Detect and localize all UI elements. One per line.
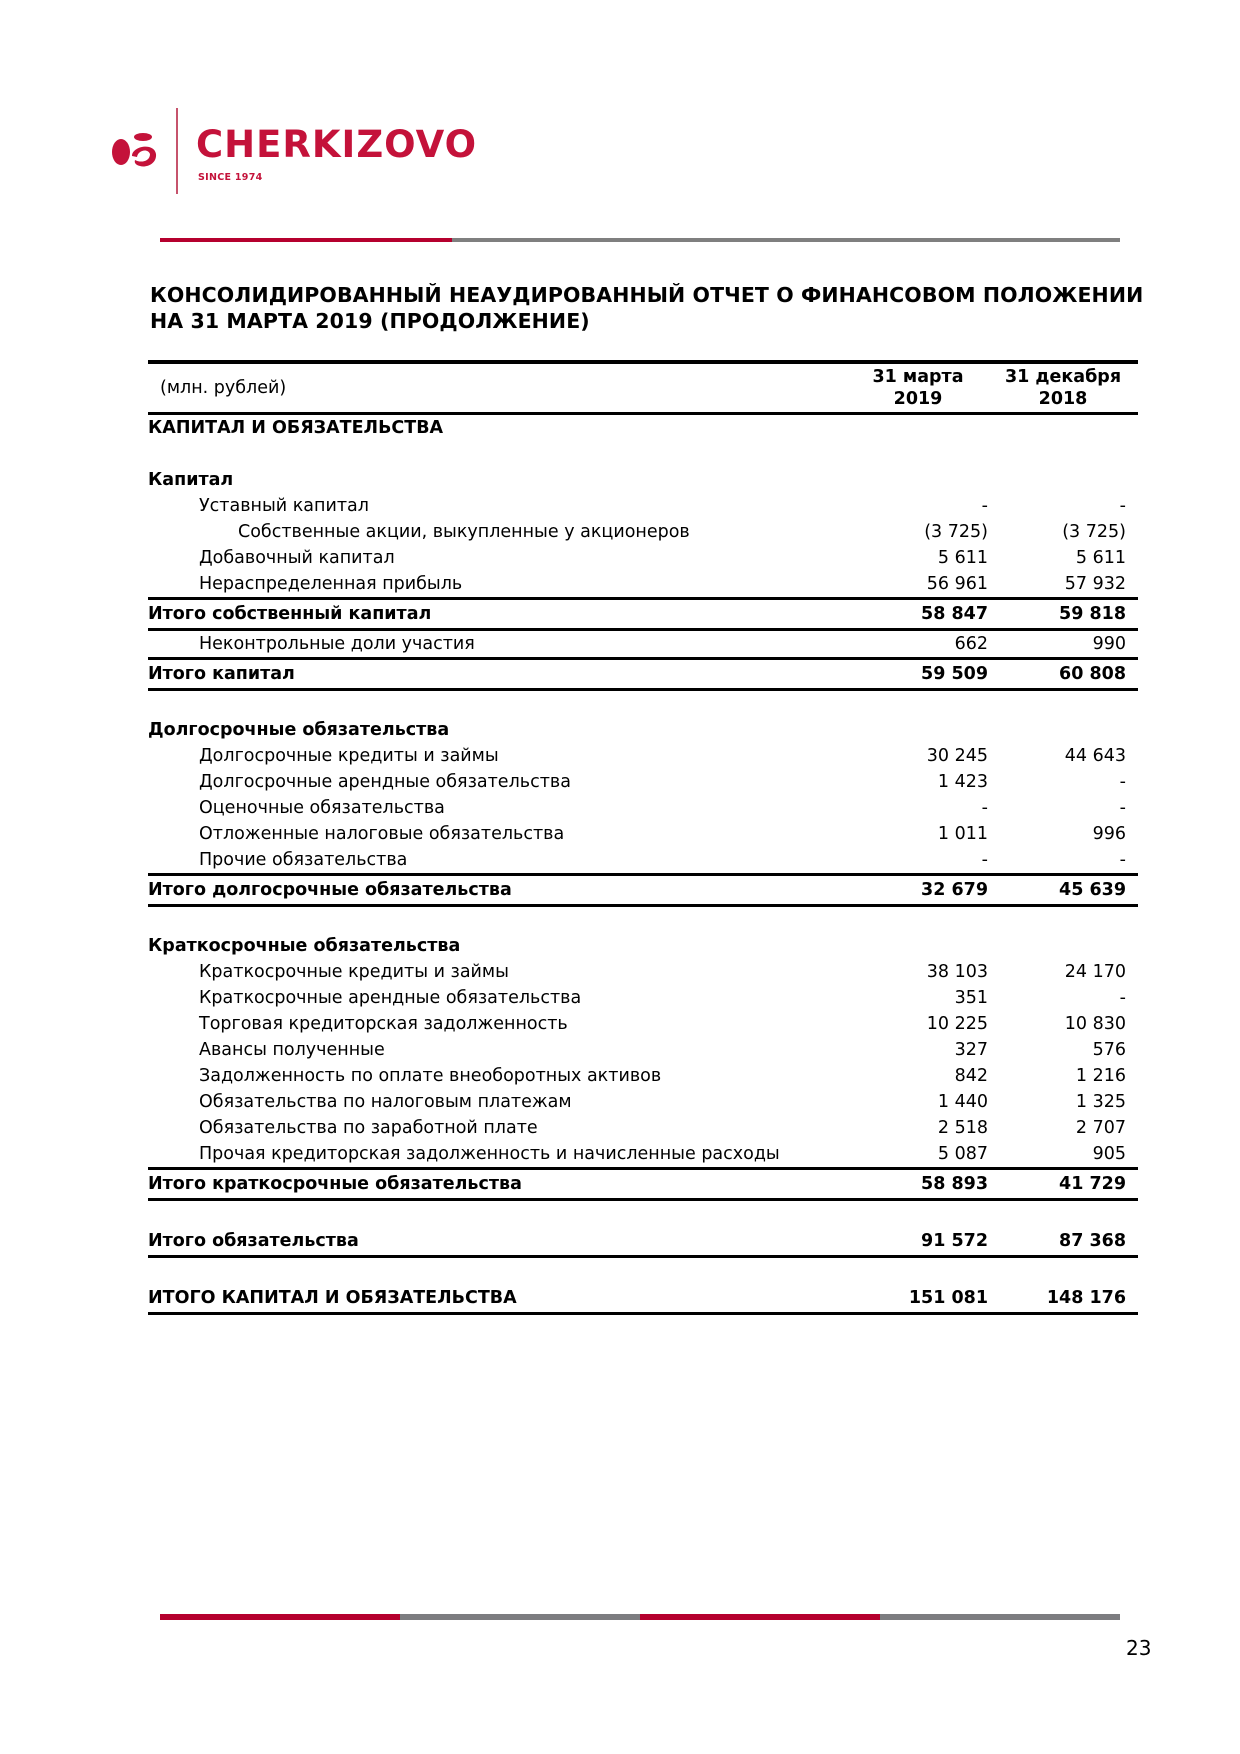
document-title — [150, 282, 1150, 334]
spacer-row — [148, 690, 1138, 718]
section-heading-non-current: Долгосрочные обязательства — [148, 720, 450, 740]
document-title-line-1: КОНСОЛИДИРОВАННЫЙ НЕАУДИРОВАННЫЙ ОТЧЕТ О ФИНАНСОВОМ ПОЛОЖЕНИИ — [150, 283, 1144, 307]
spacer-row — [148, 441, 1138, 467]
value-mar-2019: - — [981, 496, 988, 516]
value-mar-2019: (3 725) — [924, 522, 988, 542]
row-label: Нераспределенная прибыль — [199, 574, 463, 594]
row-label: Прочие обязательства — [199, 850, 408, 870]
table-row — [148, 821, 1138, 847]
header-rule-gray-segment — [452, 238, 1120, 242]
value-mar-2019: 1 011 — [937, 824, 988, 844]
section-heading-current: Краткосрочные обязательства — [148, 936, 461, 956]
value-dec-2018: 1 325 — [1075, 1092, 1126, 1112]
page-number: 23 — [1126, 1636, 1152, 1660]
spacer-row — [148, 1257, 1138, 1285]
total-row — [148, 875, 1138, 906]
section-caption-row — [148, 414, 1138, 442]
value-dec-2018: 905 — [1092, 1144, 1126, 1164]
value-dec-2018: 45 639 — [988, 875, 1138, 906]
footer-rule-gray-segment — [400, 1614, 640, 1620]
row-label: Авансы полученные — [199, 1040, 385, 1060]
table-row — [148, 795, 1138, 821]
value-dec-2018: 990 — [1092, 634, 1126, 654]
value-mar-2019: 58 847 — [848, 599, 988, 630]
value-dec-2018: 2 707 — [1075, 1118, 1126, 1138]
column-header-mar-2019 — [848, 362, 988, 414]
value-dec-2018: 5 611 — [1075, 548, 1126, 568]
section-heading-equity: Капитал — [148, 470, 234, 490]
value-mar-2019: 662 — [954, 634, 988, 654]
value-mar-2019: 56 961 — [926, 574, 988, 594]
table-row — [148, 959, 1138, 985]
value-dec-2018: - — [1119, 988, 1126, 1008]
value-dec-2018: - — [1119, 850, 1126, 870]
value-dec-2018: 59 818 — [988, 599, 1138, 630]
table-row — [148, 985, 1138, 1011]
total-row — [148, 1169, 1138, 1200]
brand-tagline: SINCE 1974 — [198, 172, 263, 183]
value-dec-2018: 87 368 — [988, 1227, 1138, 1257]
header-rule-red-segment — [160, 238, 452, 242]
row-label: Итого обязательства — [148, 1227, 848, 1257]
table-row — [148, 1089, 1138, 1115]
row-label: Итого долгосрочные обязательства — [148, 875, 848, 906]
brand-name: CHERKIZOVO — [196, 123, 478, 166]
value-mar-2019: 2 518 — [937, 1118, 988, 1138]
row-label: Долгосрочные арендные обязательства — [199, 772, 571, 792]
value-dec-2018: - — [1119, 496, 1126, 516]
row-label: Итого краткосрочные обязательства — [148, 1169, 848, 1200]
value-dec-2018: 44 643 — [1064, 746, 1126, 766]
footer-rule-gray-segment — [880, 1614, 1120, 1620]
table-row — [148, 1063, 1138, 1089]
row-label: Краткосрочные арендные обязательства — [199, 988, 582, 1008]
value-dec-2018: 41 729 — [988, 1169, 1138, 1200]
value-mar-2019: - — [981, 798, 988, 818]
value-dec-2018: 24 170 — [1064, 962, 1126, 982]
footer-rule — [160, 1614, 1120, 1620]
value-dec-2018: 996 — [1092, 824, 1126, 844]
table-row — [148, 545, 1138, 571]
row-label: Уставный капитал — [199, 496, 369, 516]
table-row — [148, 571, 1138, 599]
spacer-row — [148, 906, 1138, 934]
logo-divider — [176, 108, 178, 194]
table-row — [148, 630, 1138, 659]
row-label: Прочая кредиторская задолженность и начисленные расходы — [199, 1144, 780, 1164]
table-header-row — [148, 362, 1138, 414]
row-label: Обязательства по налоговым платежам — [199, 1092, 572, 1112]
row-label: Задолженность по оплате внеоборотных активов — [199, 1066, 662, 1086]
table-row — [148, 493, 1138, 519]
row-label: Неконтрольные доли участия — [199, 634, 475, 654]
header-rule — [160, 238, 1120, 242]
table-row — [148, 1115, 1138, 1141]
value-dec-2018: 10 830 — [1064, 1014, 1126, 1034]
section-caption: КАПИТАЛ И ОБЯЗАТЕЛЬСТВА — [148, 418, 444, 438]
row-label: ИТОГО КАПИТАЛ И ОБЯЗАТЕЛЬСТВА — [148, 1284, 848, 1314]
unit-label: (млн. рублей) — [148, 362, 848, 414]
company-logo — [110, 108, 510, 194]
table-row — [148, 847, 1138, 875]
row-label: Обязательства по заработной плате — [199, 1118, 538, 1138]
value-mar-2019: 327 — [954, 1040, 988, 1060]
value-dec-2018: 1 216 — [1075, 1066, 1126, 1086]
section-heading-row — [148, 467, 1138, 493]
total-liabilities-row — [148, 1227, 1138, 1257]
table-row — [148, 1037, 1138, 1063]
column-header-line: 2019 — [893, 389, 943, 409]
column-header-line: 31 марта — [872, 367, 964, 387]
footer-rule-red-segment — [640, 1614, 880, 1620]
value-mar-2019: - — [981, 850, 988, 870]
table-row — [148, 1141, 1138, 1169]
row-label: Отложенные налоговые обязательства — [199, 824, 565, 844]
value-mar-2019: 151 081 — [848, 1284, 988, 1314]
row-label: Собственные акции, выкупленные у акционеров — [238, 522, 690, 542]
value-mar-2019: 5 611 — [937, 548, 988, 568]
column-header-line: 2018 — [1038, 389, 1088, 409]
document-title-line-2: НА 31 МАРТА 2019 (ПРОДОЛЖЕНИЕ) — [150, 309, 590, 333]
value-dec-2018: - — [1119, 772, 1126, 792]
row-label: Долгосрочные кредиты и займы — [199, 746, 499, 766]
column-header-line: 31 декабря — [1004, 367, 1122, 387]
cherkizovo-logo-mark-icon — [110, 130, 158, 170]
value-mar-2019: 32 679 — [848, 875, 988, 906]
value-mar-2019: 1 423 — [937, 772, 988, 792]
row-label: Оценочные обязательства — [199, 798, 445, 818]
value-mar-2019: 1 440 — [937, 1092, 988, 1112]
total-row — [148, 659, 1138, 690]
table-row — [148, 519, 1138, 545]
row-label: Торговая кредиторская задолженность — [199, 1014, 568, 1034]
row-label: Итого собственный капитал — [148, 599, 848, 630]
subtotal-row — [148, 599, 1138, 630]
value-dec-2018: 60 808 — [988, 659, 1138, 690]
grand-total-row — [148, 1284, 1138, 1314]
value-mar-2019: 38 103 — [926, 962, 988, 982]
value-dec-2018: 57 932 — [1064, 574, 1126, 594]
value-mar-2019: 58 893 — [848, 1169, 988, 1200]
value-mar-2019: 91 572 — [848, 1227, 988, 1257]
value-dec-2018: - — [1119, 798, 1126, 818]
section-heading-row — [148, 933, 1138, 959]
value-mar-2019: 59 509 — [848, 659, 988, 690]
row-label: Добавочный капитал — [199, 548, 395, 568]
spacer-row — [148, 1200, 1138, 1228]
value-dec-2018: (3 725) — [1062, 522, 1126, 542]
table-row — [148, 769, 1138, 795]
financial-position-table — [148, 360, 1138, 1315]
table-row — [148, 743, 1138, 769]
row-label: Итого капитал — [148, 659, 848, 690]
section-heading-row — [148, 717, 1138, 743]
value-dec-2018: 148 176 — [988, 1284, 1138, 1314]
value-mar-2019: 842 — [954, 1066, 988, 1086]
value-dec-2018: 576 — [1092, 1040, 1126, 1060]
table-row — [148, 1011, 1138, 1037]
footer-rule-red-segment — [160, 1614, 400, 1620]
value-mar-2019: 10 225 — [926, 1014, 988, 1034]
row-label: Краткосрочные кредиты и займы — [199, 962, 509, 982]
value-mar-2019: 30 245 — [926, 746, 988, 766]
column-header-dec-2018 — [988, 362, 1138, 414]
value-mar-2019: 351 — [954, 988, 988, 1008]
value-mar-2019: 5 087 — [937, 1144, 988, 1164]
